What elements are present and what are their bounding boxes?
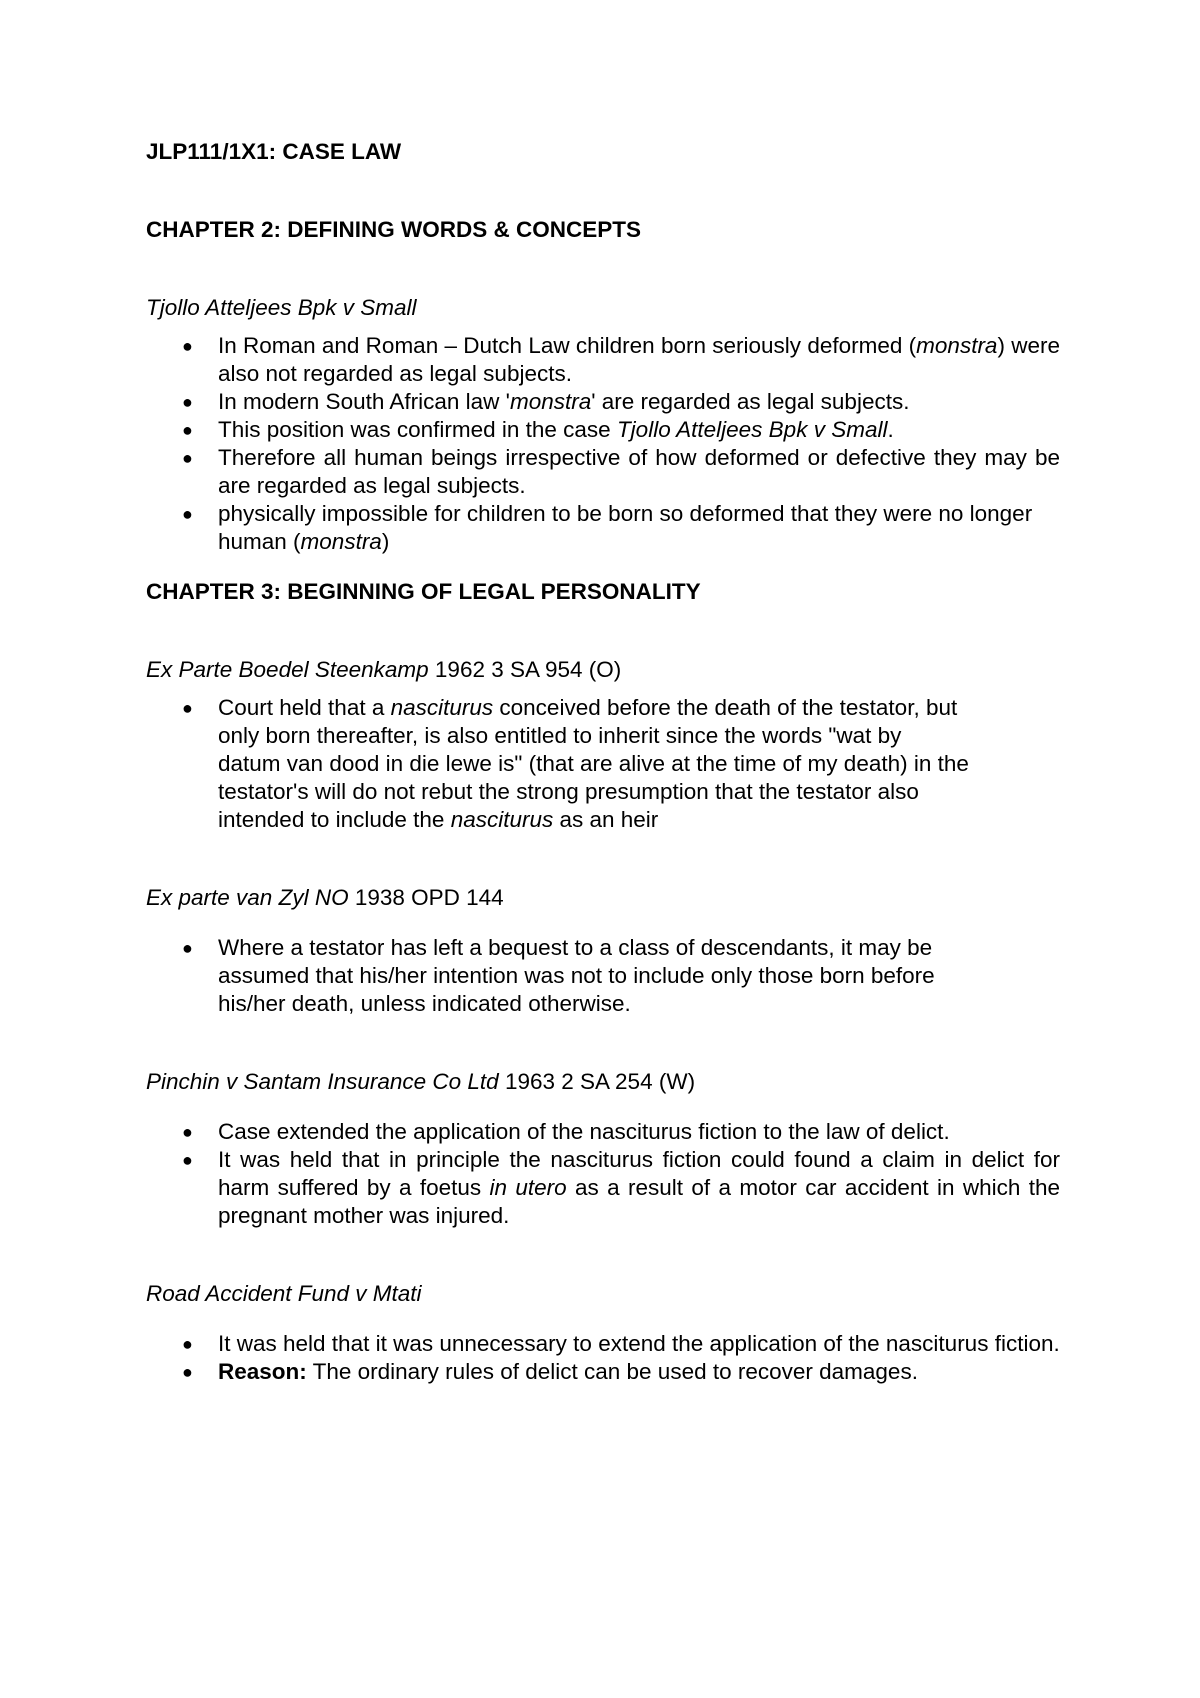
list-item — [146, 416, 1060, 444]
chapter-3-heading: CHAPTER 3: BEGINNING OF LEGAL PERSONALITY — [146, 579, 701, 604]
bullet-icon: ● — [182, 420, 193, 440]
bullet-icon: ● — [182, 1362, 193, 1382]
bullet-list-pinchin — [146, 1118, 1060, 1230]
bullet-icon: ● — [182, 698, 193, 718]
bullet-icon: ● — [182, 1122, 193, 1142]
bullet-icon: ● — [182, 336, 193, 356]
list-item-text: Reason: The ordinary rules of delict can be used to recover damages. — [218, 1359, 918, 1384]
document-page — [146, 138, 1060, 1386]
list-item — [146, 1146, 1060, 1230]
document-title: JLP111/1X1: CASE LAW — [146, 139, 402, 164]
list-item — [146, 388, 1060, 416]
list-item-text: In Roman and Roman – Dutch Law children born seriously deformed (monstra) were also not regarded as legal subjects. — [218, 333, 1060, 386]
list-item-text: In modern South African law 'monstra' are regarded as legal subjects. — [218, 389, 910, 414]
list-item — [146, 332, 1060, 388]
list-item — [146, 1358, 1060, 1386]
case-title-mtati: Road Accident Fund v Mtati — [146, 1281, 422, 1306]
bullet-list-tjollo — [146, 332, 1060, 556]
list-item — [146, 1118, 1060, 1146]
bullet-icon: ● — [182, 504, 193, 524]
case-title-van-zyl: Ex parte van Zyl NO 1938 OPD 144 — [146, 885, 504, 910]
list-item-text: Therefore all human beings irrespective of how deformed or defective they may be are regarded as legal subjects. — [218, 445, 1060, 498]
bullet-list-steenkamp — [146, 694, 1060, 834]
list-item — [146, 934, 1060, 1018]
case-title-steenkamp: Ex Parte Boedel Steenkamp 1962 3 SA 954 (O) — [146, 657, 622, 682]
bullet-list-van-zyl — [146, 934, 1060, 1018]
case-title-tjollo: Tjollo Atteljees Bpk v Small — [146, 295, 417, 320]
list-item-text: It was held that it was unnecessary to extend the application of the nasciturus fiction. — [218, 1331, 1060, 1356]
list-item-text: Case extended the application of the nasciturus fiction to the law of delict. — [218, 1119, 950, 1144]
case-title-pinchin: Pinchin v Santam Insurance Co Ltd 1963 2 SA 254 (W) — [146, 1069, 696, 1094]
bullet-icon: ● — [182, 938, 193, 958]
list-item — [146, 500, 1060, 556]
bullet-icon: ● — [182, 448, 193, 468]
list-item-text: This position was confirmed in the case Tjollo Atteljees Bpk v Small. — [218, 417, 894, 442]
bullet-list-mtati — [146, 1330, 1060, 1386]
list-item-text: Where a testator has left a bequest to a class of descendants, it may be assumed that his/her intention was not to include only those born before his/her death, unless indicated otherwise. — [218, 935, 935, 1016]
list-item — [146, 1330, 1060, 1358]
bullet-icon: ● — [182, 392, 193, 412]
bullet-icon: ● — [182, 1150, 193, 1170]
list-item-text: Court held that a nasciturus conceived before the death of the testator, but only born thereafter, is also entitled to inherit since the words "wat by datum van dood in die lewe is" (that are alive at the time of my death) in the testator's will do not rebut the strong presumption that the testator also intended to include the nasciturus as an heir — [218, 695, 969, 832]
chapter-2-heading: CHAPTER 2: DEFINING WORDS & CONCEPTS — [146, 217, 642, 242]
list-item — [146, 694, 1060, 834]
bullet-icon: ● — [182, 1334, 193, 1354]
list-item — [146, 444, 1060, 500]
list-item-text: physically impossible for children to be born so deformed that they were no longer human (monstra) — [218, 501, 1033, 554]
list-item-text: It was held that in principle the nasciturus fiction could found a claim in delict for harm suffered by a foetus in utero as a result of a motor car accident in which the pregnant mother was injured. — [218, 1147, 1060, 1228]
